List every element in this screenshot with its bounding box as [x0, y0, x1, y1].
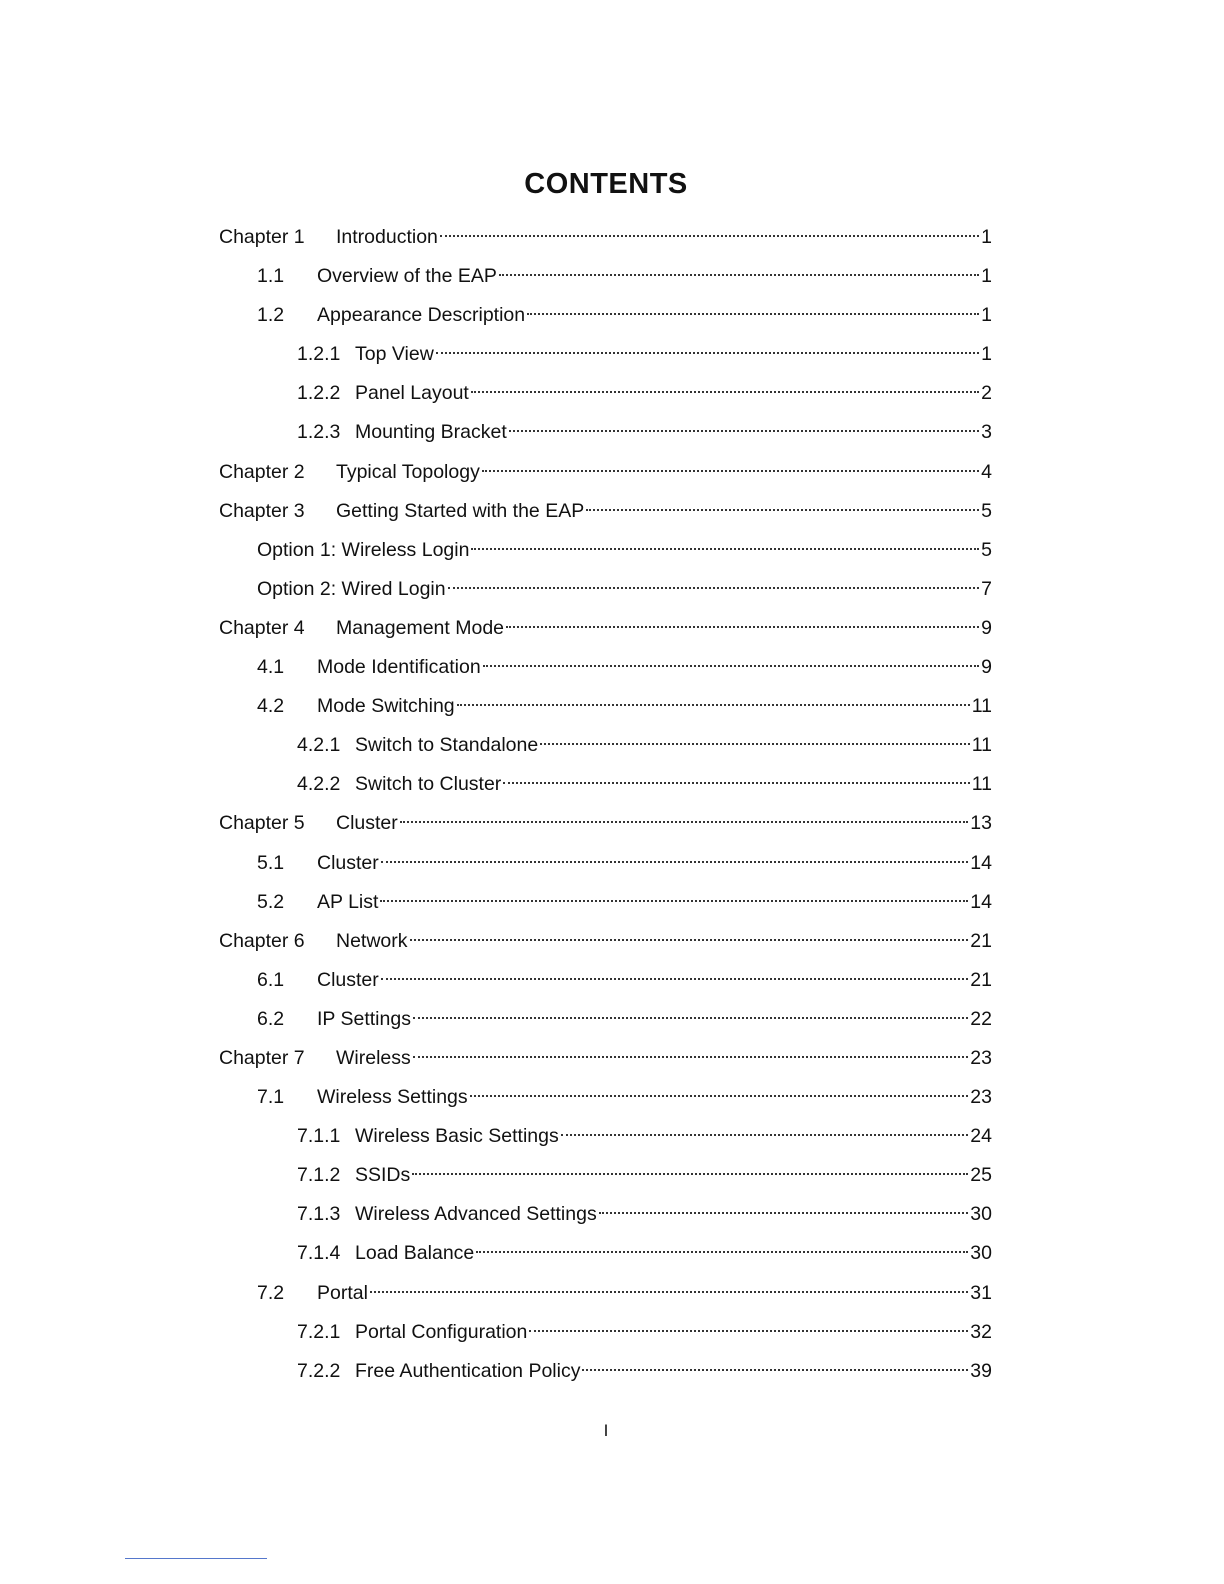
toc-entry-number: 6.1: [257, 968, 285, 991]
dot-leader: [582, 1369, 968, 1371]
toc-entry[interactable]: [219, 726, 992, 765]
dot-leader: [448, 587, 980, 589]
toc-entry[interactable]: [219, 570, 992, 609]
toc-entry[interactable]: [219, 335, 992, 374]
toc-entry[interactable]: [219, 1078, 992, 1117]
toc-entry-page: 5: [981, 499, 992, 522]
toc-entry-page: 22: [970, 1007, 992, 1030]
toc-entry-number: Chapter 7: [219, 1046, 305, 1069]
toc-entry-page: 23: [970, 1046, 992, 1069]
toc-entry[interactable]: [219, 1313, 992, 1352]
toc-entry[interactable]: [219, 1000, 992, 1039]
toc-entry[interactable]: [219, 765, 992, 804]
toc-entry-label: Network: [336, 929, 408, 952]
toc-entry-label: Load Balance: [355, 1242, 475, 1265]
toc-entry-label: AP List: [317, 890, 379, 913]
toc-entry-number: 7.1.3: [297, 1203, 341, 1226]
toc-entry-label: Introduction: [336, 226, 438, 248]
toc-entry[interactable]: [219, 883, 992, 922]
toc-entry[interactable]: [219, 844, 992, 883]
toc-entry[interactable]: [219, 453, 992, 492]
dot-leader: [527, 313, 979, 315]
toc-entry-page: 4: [981, 460, 992, 483]
toc-entry-number: 5.2: [257, 890, 285, 913]
toc-entry-number: 1.1: [257, 265, 285, 288]
toc-entry-page: 23: [970, 1086, 992, 1109]
toc-entry-page: 24: [970, 1125, 992, 1148]
toc-entry[interactable]: [219, 1234, 992, 1273]
page-title: CONTENTS: [524, 168, 688, 200]
toc-entry-label: Overview of the EAP: [317, 265, 497, 288]
dot-leader: [413, 1056, 969, 1058]
toc-entry-page: 1: [981, 265, 992, 288]
toc-entry-label: Cluster: [336, 812, 398, 835]
toc-entry-label: Wireless: [336, 1046, 411, 1069]
toc-entry-label: Management Mode: [336, 616, 505, 639]
toc-entry-page: 21: [970, 929, 992, 952]
dot-leader: [586, 509, 979, 511]
toc-entry-number: 1.2: [257, 304, 285, 327]
toc-entry-page: 3: [981, 421, 992, 444]
page-number: I: [603, 1421, 609, 1440]
toc-entry-number: 5.1: [257, 851, 285, 874]
toc-entry-number: 7.2.1: [297, 1320, 341, 1343]
toc-entry-number: 7.1: [257, 1086, 285, 1109]
toc-entry-label: IP Settings: [317, 1007, 411, 1030]
dot-leader: [482, 470, 979, 472]
dot-leader: [483, 665, 979, 667]
dot-leader: [400, 821, 969, 823]
toc-entry-label: Portal Configuration: [355, 1320, 528, 1343]
toc-entry-label: Appearance Description: [317, 304, 526, 327]
toc-entry-label: Typical Topology: [336, 460, 480, 483]
toc-entry-number: 6.2: [257, 1007, 285, 1030]
toc-entry-label: Switch to Cluster: [355, 773, 502, 796]
toc-entry-number: 7.1.2: [297, 1164, 341, 1187]
dot-leader: [529, 1330, 968, 1332]
toc-entry[interactable]: [219, 609, 992, 648]
toc-entry-label: Option 2: Wired Login: [257, 577, 446, 600]
dot-leader: [499, 274, 979, 276]
dot-leader: [381, 861, 969, 863]
toc-entry[interactable]: [219, 687, 992, 726]
dot-leader: [561, 1134, 969, 1136]
toc-entry[interactable]: [219, 804, 992, 843]
toc-entry[interactable]: [219, 531, 992, 570]
toc-entry-page: 5: [981, 538, 992, 561]
toc-entry-page: 9: [981, 656, 992, 679]
toc-entry-page: 1: [981, 226, 992, 248]
toc-entry-label: Free Authentication Policy: [355, 1359, 581, 1382]
toc-entry-label: Switch to Standalone: [355, 734, 539, 757]
toc-entry-label: Mode Identification: [317, 656, 481, 679]
toc-entry[interactable]: [219, 922, 992, 961]
toc-entry-page: 14: [970, 890, 992, 913]
toc-entry-page: 11: [971, 695, 992, 718]
toc-entry-page: 32: [970, 1320, 992, 1343]
toc-entry-label: Getting Started with the EAP: [336, 499, 585, 522]
toc-entry[interactable]: [219, 1274, 992, 1313]
toc-entry-page: 7: [981, 577, 992, 600]
toc-entry-number: Chapter 4: [219, 616, 305, 639]
toc-entry-number: 4.2: [257, 695, 285, 718]
toc-entry-label: SSIDs: [355, 1164, 411, 1187]
dot-leader: [470, 1095, 969, 1097]
dot-leader: [410, 939, 969, 941]
toc-entry-number: 7.2.2: [297, 1359, 341, 1382]
toc-entry-page: 14: [970, 851, 992, 874]
toc-entry[interactable]: [219, 257, 992, 296]
dot-leader: [381, 978, 969, 980]
footnote-divider: [125, 1558, 267, 1559]
toc-entry-number: 7.2: [257, 1281, 285, 1304]
toc-entry-number: Chapter 1: [219, 226, 305, 248]
toc-entry-number: 7.1.4: [297, 1242, 341, 1265]
toc-entry-number: 7.1.1: [297, 1125, 341, 1148]
toc-entry-label: Wireless Advanced Settings: [355, 1203, 597, 1226]
dot-leader: [503, 782, 969, 784]
toc-entry-label: Portal: [317, 1281, 368, 1304]
toc-entry-number: 4.2.1: [297, 734, 341, 757]
toc-entry[interactable]: [219, 961, 992, 1000]
toc-entry-number: Chapter 3: [219, 499, 305, 522]
toc-entry-page: 1: [981, 304, 992, 327]
dot-leader: [370, 1291, 968, 1293]
dot-leader: [471, 391, 979, 393]
toc-entry-label: Wireless Basic Settings: [355, 1125, 559, 1148]
toc-entry-page: 21: [970, 968, 992, 991]
dot-leader: [599, 1212, 969, 1214]
toc-entry[interactable]: [219, 296, 992, 335]
toc-entry-number: 4.2.2: [297, 773, 341, 796]
toc-entry[interactable]: [219, 492, 992, 531]
toc-entry-label: Mounting Bracket: [355, 421, 507, 444]
toc-entry-page: 39: [970, 1359, 992, 1382]
toc-entry-page: 9: [981, 616, 992, 639]
toc-entry-label: Cluster: [317, 968, 379, 991]
toc-entry[interactable]: [219, 1352, 992, 1391]
toc-entry-page: 13: [970, 812, 992, 835]
dot-leader: [476, 1251, 968, 1253]
toc-entry-page: 1: [981, 343, 992, 366]
toc-entry-number: Chapter 6: [219, 929, 305, 952]
toc-entry-page: 2: [981, 382, 992, 405]
dot-leader: [440, 235, 979, 237]
toc-entry[interactable]: [219, 218, 992, 257]
dot-leader: [509, 430, 979, 432]
toc-entry-page: 11: [971, 734, 992, 757]
dot-leader: [506, 626, 979, 628]
toc-entry[interactable]: [219, 374, 992, 413]
toc-entry-page: 31: [970, 1281, 992, 1304]
toc-entry-label: Mode Switching: [317, 695, 455, 718]
dot-leader: [471, 548, 979, 550]
toc-entry-page: 25: [970, 1164, 992, 1187]
dot-leader: [540, 743, 970, 745]
toc-entry-label: Top View: [355, 343, 434, 366]
toc-entry-page: 30: [970, 1242, 992, 1265]
toc-entry-number: 1.2.1: [297, 343, 341, 366]
toc-entry-number: Chapter 5: [219, 812, 305, 835]
toc-entry[interactable]: [219, 1156, 992, 1195]
toc-entry-page: 11: [971, 773, 992, 796]
toc-entry[interactable]: [219, 648, 992, 687]
dot-leader: [413, 1017, 968, 1019]
toc-entry-number: 4.1: [257, 656, 285, 679]
toc-entry-label: Option 1: Wireless Login: [257, 538, 470, 561]
dot-leader: [436, 352, 979, 354]
dot-leader: [380, 900, 968, 902]
toc-entry[interactable]: [219, 1039, 992, 1078]
toc-entry[interactable]: [219, 413, 992, 452]
toc-entry[interactable]: [219, 1117, 992, 1156]
toc-entry[interactable]: [219, 1195, 992, 1234]
toc-entry-number: 1.2.3: [297, 421, 341, 444]
toc-entry-label: Panel Layout: [355, 382, 469, 405]
toc-entry-label: Cluster: [317, 851, 379, 874]
toc-entry-number: 1.2.2: [297, 382, 341, 405]
toc-entry-page: 30: [970, 1203, 992, 1226]
dot-leader: [457, 704, 970, 706]
dot-leader: [412, 1173, 968, 1175]
toc-entry-label: Wireless Settings: [317, 1086, 468, 1109]
table-of-contents: [219, 218, 992, 1391]
toc-entry-number: Chapter 2: [219, 460, 305, 483]
